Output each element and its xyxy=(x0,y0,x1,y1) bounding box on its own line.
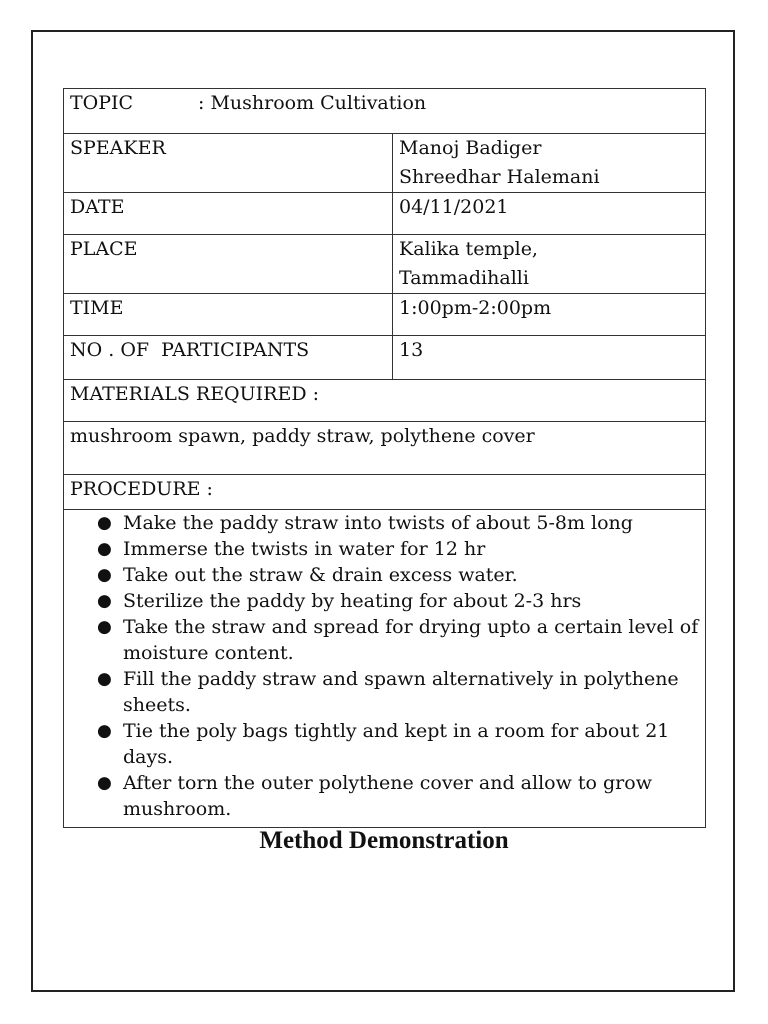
procedure-step-text: Take out the straw & drain excess water. xyxy=(123,564,518,586)
speaker-name-1: Manoj Badiger xyxy=(399,137,542,159)
procedure-step xyxy=(97,510,699,536)
bullet-icon: ● xyxy=(97,565,112,585)
time-label: TIME xyxy=(64,294,393,336)
time-row xyxy=(64,294,706,336)
bullet-icon: ● xyxy=(97,721,112,741)
procedure-heading: PROCEDURE : xyxy=(64,475,706,510)
place-line-2: Tammadihalli xyxy=(399,267,529,289)
procedure-step-text: After torn the outer polythene cover and allow to grow mushroom. xyxy=(123,772,652,820)
procedure-cell xyxy=(64,510,706,828)
topic-cell xyxy=(64,89,706,134)
demonstration-table xyxy=(63,88,706,828)
materials-row xyxy=(64,422,706,475)
place-value xyxy=(393,235,706,294)
procedure-step-text: Fill the paddy straw and spawn alternatively in polythene sheets. xyxy=(123,668,679,716)
date-value: 04/11/2021 xyxy=(393,193,706,235)
procedure-row xyxy=(64,510,706,828)
procedure-step-text: Make the paddy straw into twists of about 5-8m long xyxy=(123,512,633,534)
procedure-step xyxy=(97,718,699,770)
bullet-icon: ● xyxy=(97,539,112,559)
date-row xyxy=(64,193,706,235)
time-value: 1:00pm-2:00pm xyxy=(393,294,706,336)
procedure-label-row xyxy=(64,475,706,510)
speaker-label: SPEAKER xyxy=(64,134,393,193)
procedure-step xyxy=(97,614,699,666)
procedure-step xyxy=(97,562,699,588)
bullet-icon: ● xyxy=(97,617,112,637)
procedure-step-text: Immerse the twists in water for 12 hr xyxy=(123,538,486,560)
topic-row xyxy=(64,89,706,134)
bullet-icon: ● xyxy=(97,513,112,533)
procedure-step xyxy=(97,770,699,822)
procedure-steps-list xyxy=(70,510,699,822)
procedure-step xyxy=(97,588,699,614)
procedure-step-text: Take the straw and spread for drying upto a certain level of moisture content. xyxy=(123,616,699,664)
bullet-icon: ● xyxy=(97,591,112,611)
topic-label: TOPIC xyxy=(70,92,134,114)
procedure-step-text: Sterilize the paddy by heating for about 2-3 hrs xyxy=(123,590,582,612)
participants-value: 13 xyxy=(393,336,706,380)
procedure-step-text: Tie the poly bags tightly and kept in a room for about 21 days. xyxy=(123,720,670,768)
procedure-step xyxy=(97,536,699,562)
procedure-step xyxy=(97,666,699,718)
bullet-icon: ● xyxy=(97,669,112,689)
speaker-name-2: Shreedhar Halemani xyxy=(399,166,600,188)
speaker-value xyxy=(393,134,706,193)
date-label: DATE xyxy=(64,193,393,235)
document-caption: Method Demonstration xyxy=(259,827,509,854)
place-label: PLACE xyxy=(64,235,393,294)
participants-label: NO . OF PARTICIPANTS xyxy=(64,336,393,380)
participants-row xyxy=(64,336,706,380)
materials-value: mushroom spawn, paddy straw, polythene cover xyxy=(64,422,706,475)
materials-label: MATERIALS REQUIRED : xyxy=(64,380,706,422)
materials-label-row xyxy=(64,380,706,422)
topic-value: : Mushroom Cultivation xyxy=(198,92,427,114)
place-line-1: Kalika temple, xyxy=(399,238,538,260)
speaker-row xyxy=(64,134,706,193)
bullet-icon: ● xyxy=(97,773,112,793)
place-row xyxy=(64,235,706,294)
